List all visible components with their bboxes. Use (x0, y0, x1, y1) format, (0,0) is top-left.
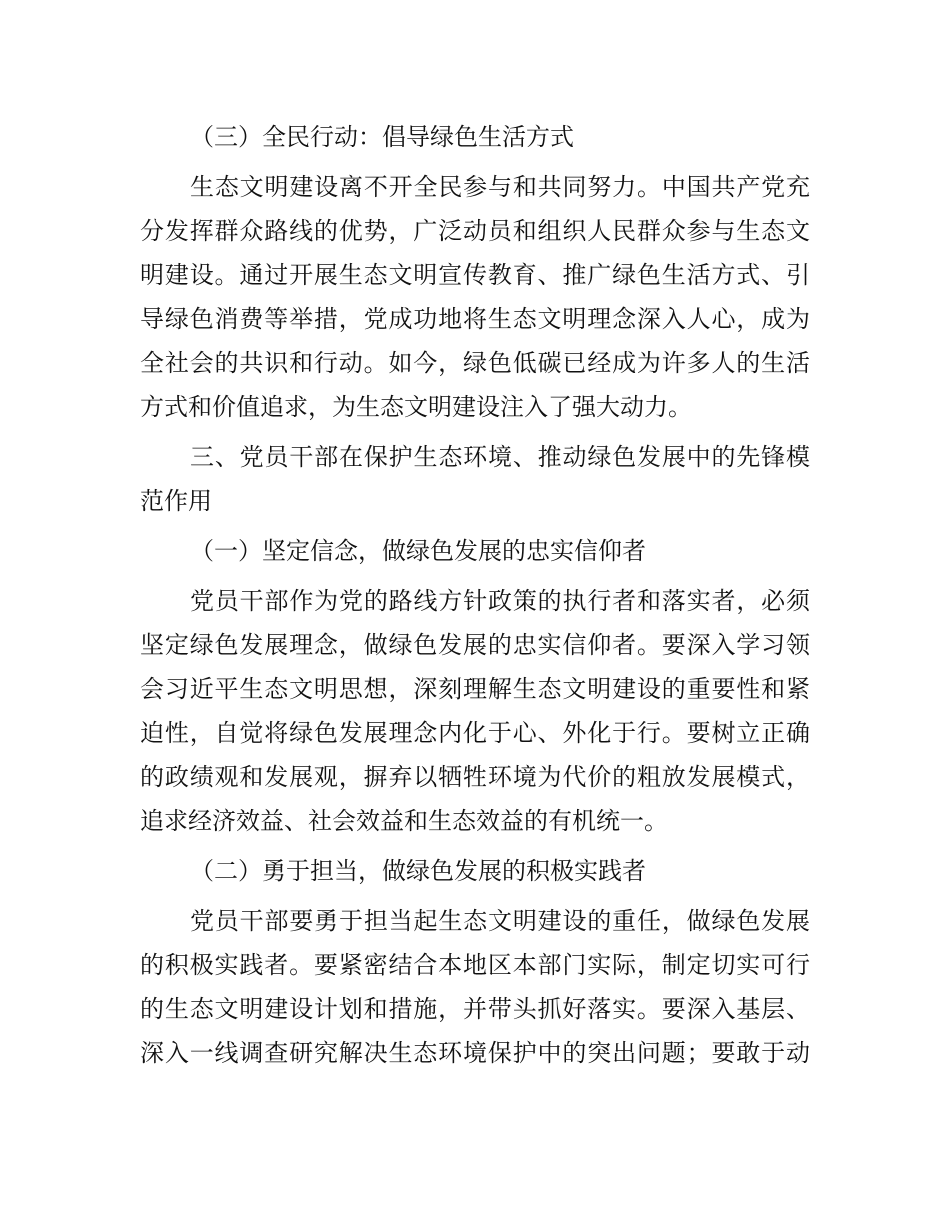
text-line: 的政绩观和发展观，摒弃以牺牲环境为代价的粗放发展模式， (140, 763, 810, 791)
text-line: 方式和价值追求，为生态文明建设注入了强大动力。 (140, 393, 692, 421)
text-line: 分发挥群众路线的优势，广泛动员和组织人民群众参与生态文 (140, 217, 810, 245)
body-paragraph (140, 579, 810, 843)
text-line: 的生态文明建设计划和措施，并带头抓好落实。要深入基层、 (140, 995, 810, 1023)
section-heading (140, 115, 810, 159)
text-line: （三）全民行动：倡导绿色生活方式 (190, 123, 574, 151)
text-line: 坚定绿色发展理念，做绿色发展的忠实信仰者。要深入学习领 (140, 631, 810, 659)
text-line: （一）坚定信念，做绿色发展的忠实信仰者 (190, 537, 646, 565)
text-line: 生态文明建设离不开全民参与和共同努力。中国共产党充 (190, 173, 810, 201)
text-line: 党员干部作为党的路线方针政策的执行者和落实者，必须 (190, 587, 810, 615)
text-line: （二）勇于担当，做绿色发展的积极实践者 (190, 857, 646, 885)
body-paragraph (140, 899, 810, 1075)
text-line: 导绿色消费等举措，党成功地将生态文明理念深入人心，成为 (140, 305, 810, 333)
text-line: 范作用 (140, 487, 212, 515)
section-heading (140, 529, 810, 573)
text-line: 迫性，自觉将绿色发展理念内化于心、外化于行。要树立正确 (140, 719, 810, 747)
text-line: 的积极实践者。要紧密结合本地区本部门实际，制定切实可行 (140, 951, 810, 979)
body-paragraph (140, 165, 810, 429)
text-line: 明建设。通过开展生态文明宣传教育、推广绿色生活方式、引 (140, 261, 810, 289)
text-line: 全社会的共识和行动。如今，绿色低碳已经成为许多人的生活 (140, 349, 810, 377)
body-paragraph (140, 435, 810, 523)
text-line: 党员干部要勇于担当起生态文明建设的重任，做绿色发展 (190, 907, 810, 935)
text-line: 会习近平生态文明思想，深刻理解生态文明建设的重要性和紧 (140, 675, 810, 703)
text-line: 追求经济效益、社会效益和生态效益的有机统一。 (140, 807, 668, 835)
text-line: 深入一线调查研究解决生态环境保护中的突出问题；要敢于动 (140, 1039, 810, 1067)
text-line: 三、党员干部在保护生态环境、推动绿色发展中的先锋模 (190, 443, 810, 471)
section-heading (140, 849, 810, 893)
document-page (140, 115, 810, 1081)
